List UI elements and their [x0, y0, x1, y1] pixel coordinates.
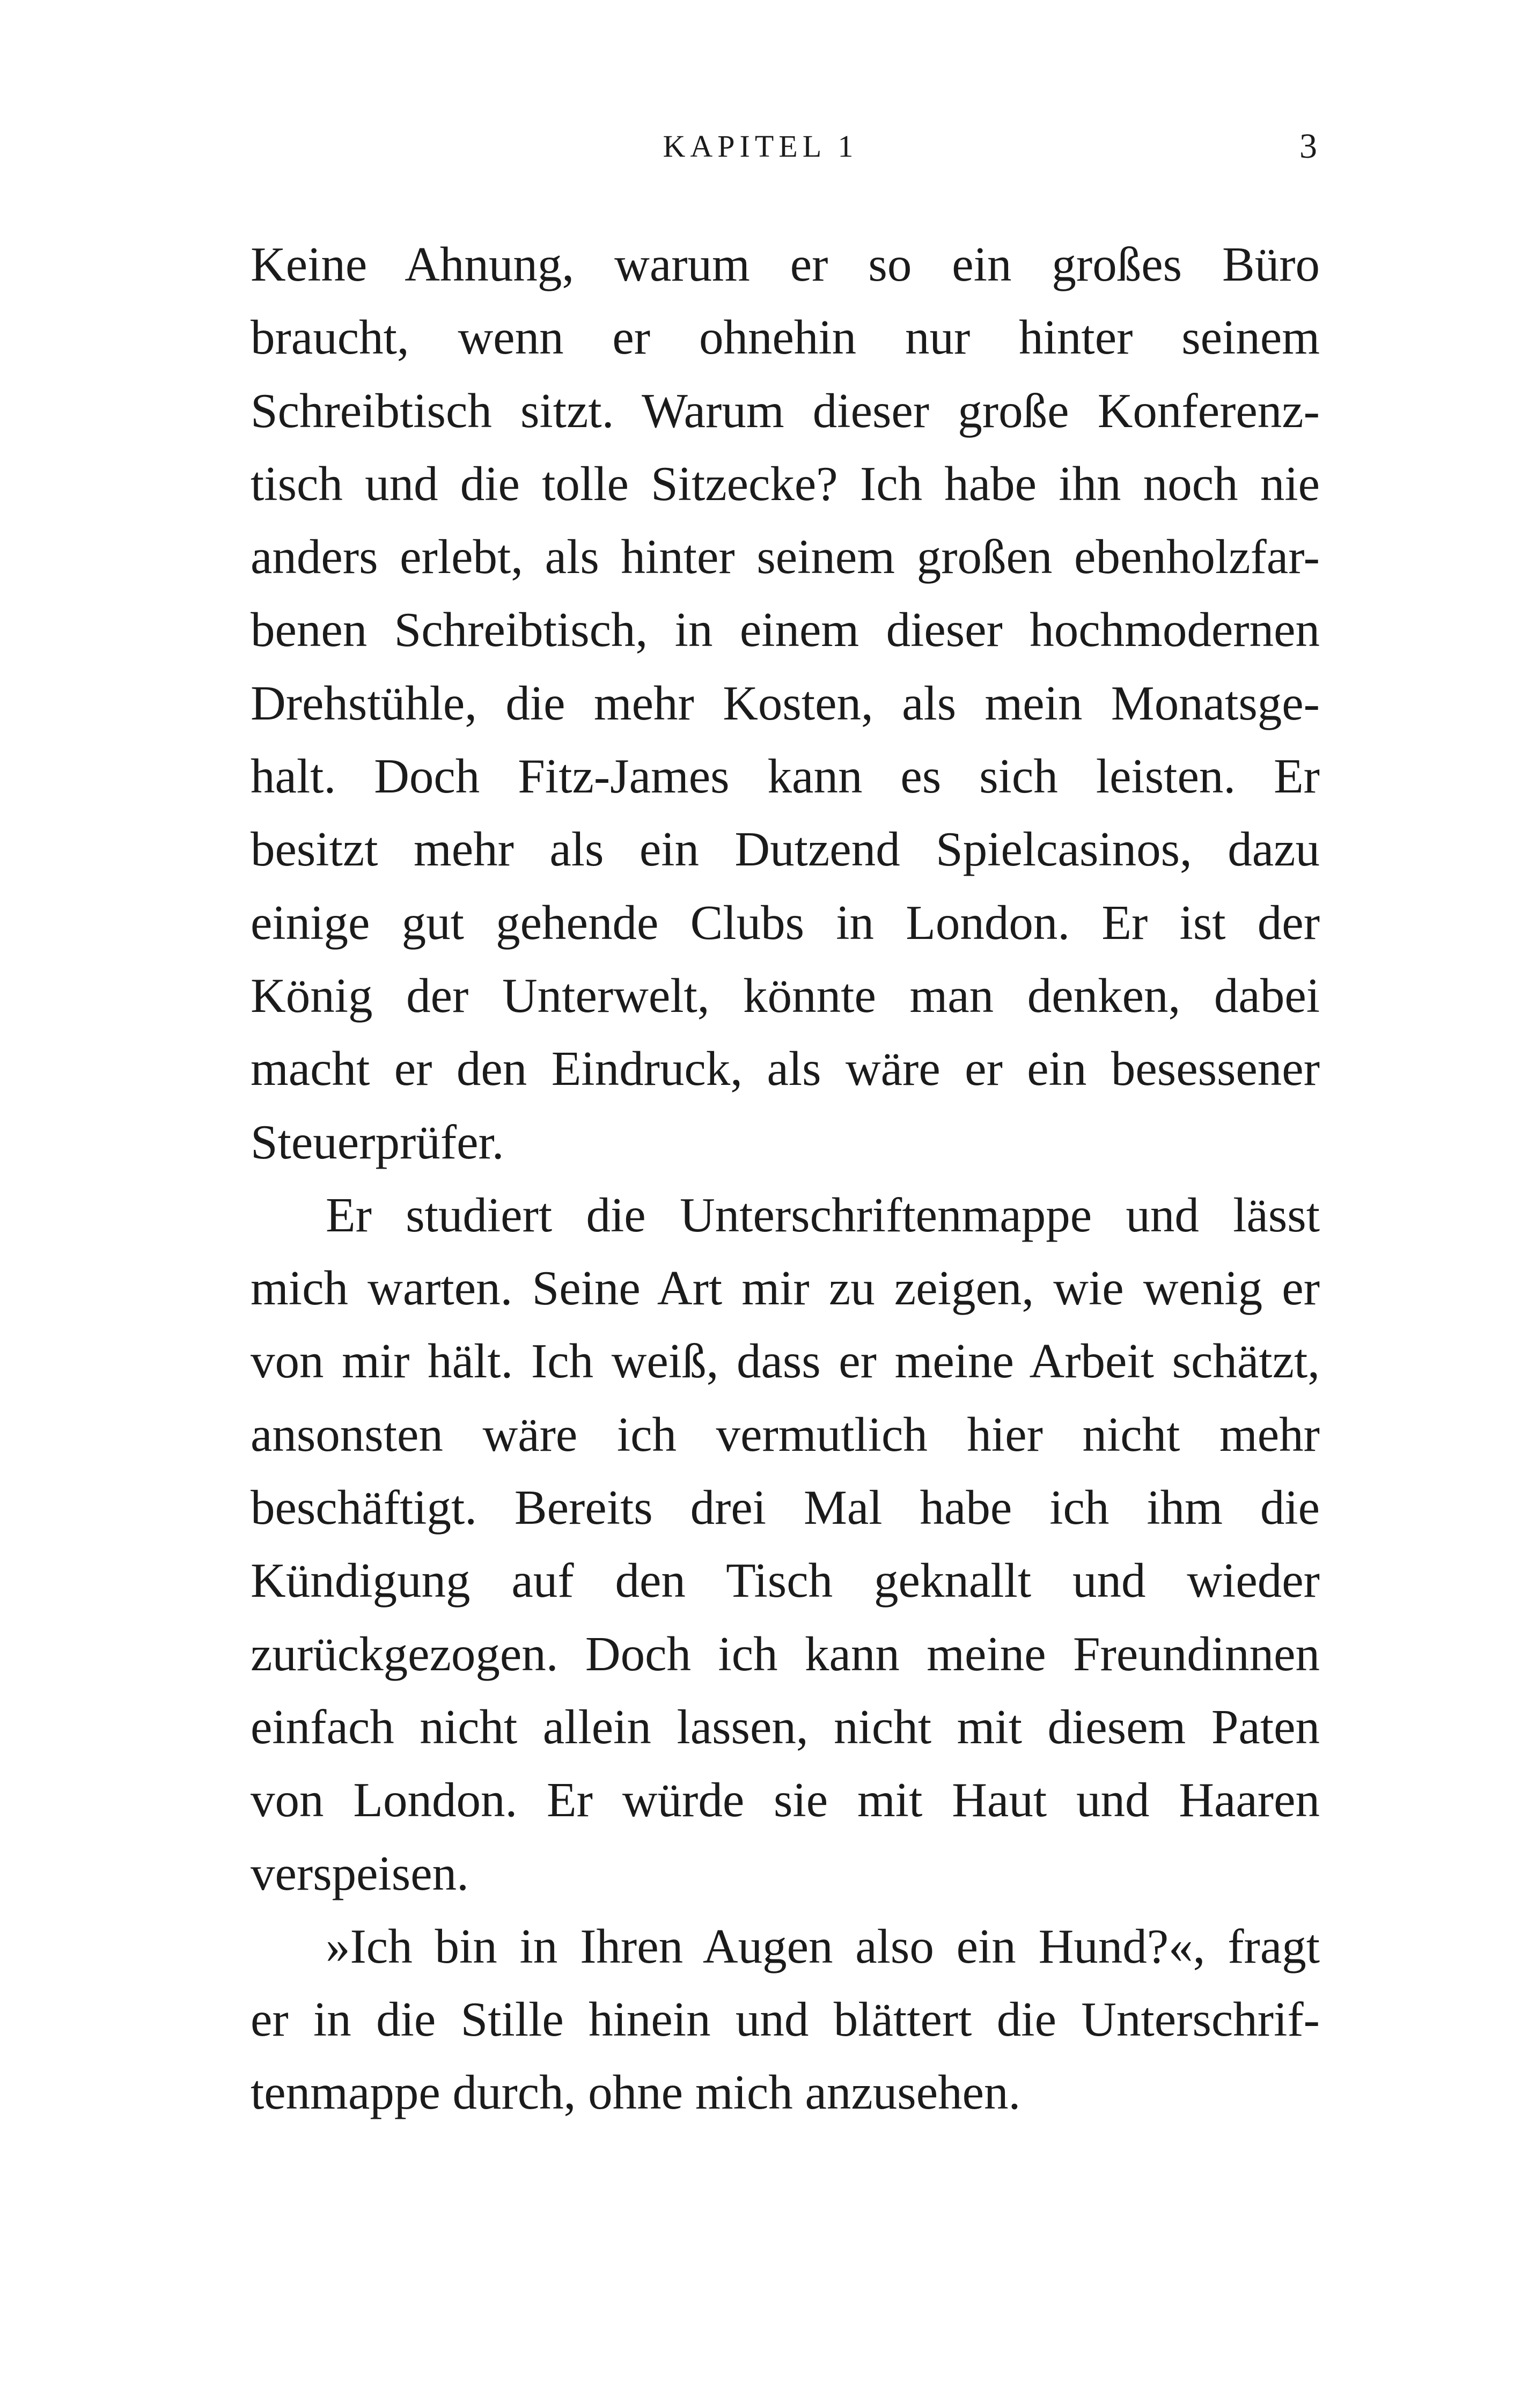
text-line: anders erlebt, als hinter seinem großen ebenholzfar- — [251, 530, 1320, 584]
text-line: mich warten. Seine Art mir zu zeigen, wie wenig er — [251, 1261, 1320, 1316]
chapter-label: KAPITEL 1 — [663, 129, 858, 164]
text-line: Keine Ahnung, warum er so ein großes Büro — [251, 237, 1320, 291]
text-line: Steuerprüfer. — [251, 1114, 504, 1169]
text-line: halt. Doch Fitz-James kann es sich leisten. Er — [251, 749, 1320, 804]
text-line: macht er den Eindruck, als wäre er ein besessener — [251, 1041, 1320, 1096]
text-line: von London. Er würde sie mit Haut und Haaren — [251, 1773, 1320, 1827]
text-line: besitzt mehr als ein Dutzend Spielcasinos, dazu — [251, 822, 1320, 877]
running-head — [0, 122, 1521, 171]
text-line: zurückgezogen. Doch ich kann meine Freundinnen — [251, 1626, 1320, 1681]
text-line: braucht, wenn er ohnehin nur hinter seinem — [251, 310, 1320, 365]
text-line: Kündigung auf den Tisch geknallt und wieder — [251, 1553, 1320, 1608]
page-number: 3 — [1299, 127, 1317, 166]
text-line: benen Schreibtisch, in einem dieser hochmodernen — [251, 603, 1320, 657]
text-line: ansonsten wäre ich vermutlich hier nicht mehr — [251, 1407, 1320, 1462]
text-line: Drehstühle, die mehr Kosten, als mein Monatsge- — [251, 676, 1320, 730]
text-line: einfach nicht allein lassen, nicht mit diesem Paten — [251, 1699, 1320, 1754]
text-line: beschäftigt. Bereits drei Mal habe ich ihm die — [251, 1480, 1320, 1535]
text-line: verspeisen. — [251, 1846, 469, 1900]
text-line: »Ich bin in Ihren Augen also ein Hund?«, fragt — [326, 1919, 1320, 1973]
text-line: einige gut gehende Clubs in London. Er ist der — [251, 895, 1320, 950]
text-line: von mir hält. Ich weiß, dass er meine Arbeit schätzt, — [251, 1334, 1320, 1389]
text-line: er in die Stille hinein und blättert die Unterschrif- — [251, 1992, 1320, 2047]
body-text — [251, 228, 1320, 2130]
text-line: König der Unterwelt, könnte man denken, dabei — [251, 968, 1320, 1023]
text-line: Er studiert die Unterschriftenmappe und lässt — [326, 1187, 1320, 1242]
text-line: tenmappe durch, ohne mich anzusehen. — [251, 2065, 1021, 2120]
text-line: Schreibtisch sitzt. Warum dieser große Konferenz- — [251, 383, 1320, 438]
text-line: tisch und die tolle Sitzecke? Ich habe ihn noch nie — [251, 456, 1320, 511]
